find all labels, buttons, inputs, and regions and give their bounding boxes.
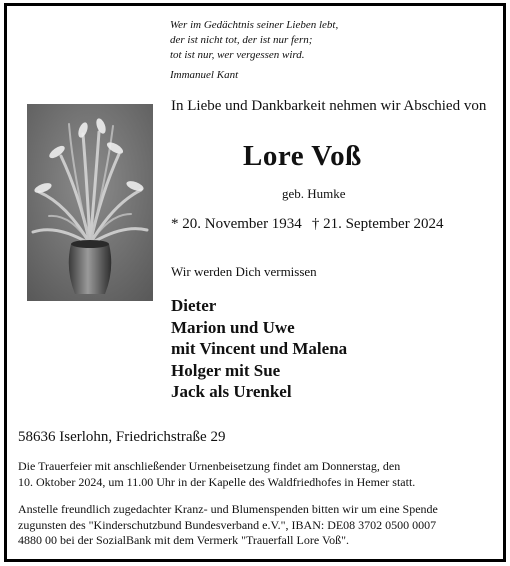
quote-author: Immanuel Kant [170,69,239,81]
miss-text: Wir werden Dich vermissen [171,264,317,279]
deceased-name: Lore Voß [243,140,362,172]
death-date: † 21. September 2024 [311,216,444,232]
funeral-line: 10. Oktober 2024, um 11.00 Uhr in der Kapelle des Waldfriedhofes in Hemer statt. [18,474,416,489]
mourners-list [171,295,347,403]
quote-line: Wer im Gedächtnis seiner Lieben lebt, [170,19,339,31]
quote-line: der ist nicht tot, der ist nur fern; [170,34,313,46]
mourner: Holger mit Sue [171,360,281,380]
memorial-quote [170,18,338,83]
mourner: Jack als Urenkel [171,382,292,401]
birth-date: * 20. November 1934 [171,216,302,232]
life-dates [171,216,443,233]
donation-line: 4880 00 bei der SozialBank mit dem Vermerk "Trauerfall Lore Voß". [18,533,349,547]
mourner: mit Vincent und Malena [171,339,348,358]
intro-text: In Liebe und Dankbarkeit nehmen wir Abschied von [171,98,487,114]
funeral-info [18,459,492,490]
family-address: 58636 Iserlohn, Friedrichstraße 29 [18,429,226,445]
quote-line: tot ist nur, wer vergessen wird. [170,49,305,61]
donation-line: Anstelle freundlich zugedachter Kranz- und Blumenspenden bitten wir um eine Spende [18,502,438,516]
donation-info [18,502,492,549]
mourner: Dieter [171,296,217,315]
donation-line: zugunsten des "Kinderschutzbund Bundesverband e.V.", IBAN: DE08 3702 0500 0007 [18,517,437,532]
maiden-name: geb. Humke [282,186,346,201]
lily-vase-image [27,104,153,301]
mourner: Marion und Uwe [171,317,295,337]
funeral-line: Die Trauerfeier mit anschließender Urnenbeisetzung findet am Donnerstag, den [18,459,401,473]
